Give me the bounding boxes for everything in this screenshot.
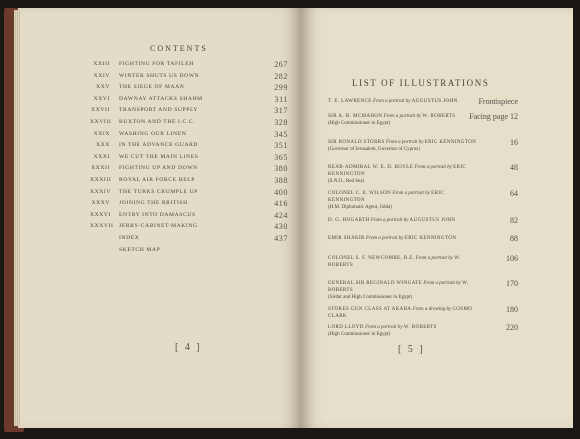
contents-entry xyxy=(90,96,288,108)
illustration-entry xyxy=(328,113,518,127)
right-page-number: [ 5 ] xyxy=(398,344,425,355)
chapter-title: FIGHTING FOR TAFILEH xyxy=(119,61,194,67)
chapter-page: 267 xyxy=(274,60,288,69)
chapter-page: 380 xyxy=(274,164,288,174)
illustration-artist: ERIC KENNINGTON xyxy=(404,236,457,241)
illustration-artist: ERIC KENNINGTON xyxy=(328,191,445,203)
illustration-credit: From a portrait by xyxy=(385,140,424,145)
illustration-credit: From a portrait by xyxy=(414,165,452,170)
illustration-subtitle: (H.M. Diplomatic Agent, Jidda) xyxy=(328,205,392,210)
illustration-page: Facing page 12 xyxy=(469,112,518,121)
chapter-page: 388 xyxy=(274,176,288,185)
illustration-subject: GENERAL SIR REGINALD WINGATE xyxy=(328,281,423,286)
illustration-artist: AUGUSTUS JOHN xyxy=(411,99,458,104)
page-stack-edge xyxy=(14,10,20,426)
chapter-title: SKETCH MAP xyxy=(119,246,161,253)
illustration-artist: W. ROBERTS xyxy=(422,114,456,119)
chapter-number: XXV xyxy=(96,84,110,91)
illustration-page: 106 xyxy=(506,254,518,263)
chapter-page: 365 xyxy=(274,152,288,162)
contents-entry xyxy=(90,154,288,166)
illustration-entry xyxy=(328,164,518,185)
contents-entry xyxy=(90,247,288,259)
illustration-credit: From a portrait by xyxy=(383,114,422,119)
chapter-title: INDEX xyxy=(119,235,140,241)
illustration-subtitle: (High Commissioner in Egypt) xyxy=(328,121,391,126)
chapter-title: THE SIEGE OF MAAN xyxy=(119,84,185,91)
chapter-number: XXXIV xyxy=(90,188,112,195)
illustration-page: 82 xyxy=(510,216,518,225)
chapter-title: WASHING OUR LINEN xyxy=(119,130,187,137)
chapter-title: ROYAL AIR FORCE HELP xyxy=(119,177,195,183)
illustration-entry xyxy=(328,190,518,211)
illustration-subject: STOKES GUN CLASS AT AKABA xyxy=(328,307,412,312)
chapter-page: 351 xyxy=(274,141,288,151)
chapter-number: XXXVI xyxy=(90,211,112,218)
contents-entry xyxy=(90,200,288,212)
illustration-subtitle: (Sirdar and High Commissioner in Egypt) xyxy=(328,295,413,300)
illustration-credit: From a portrait by xyxy=(365,325,403,330)
contents-entry xyxy=(90,165,288,177)
chapter-number: XXIX xyxy=(93,130,110,137)
illustration-subject: EMIR SHAKIR xyxy=(328,236,365,241)
illustration-page: 180 xyxy=(506,305,518,314)
contents-entry xyxy=(90,177,288,189)
chapter-title: FIGHTING UP AND DOWN xyxy=(119,165,198,172)
illustration-entry xyxy=(328,217,518,224)
contents-entry xyxy=(90,189,288,201)
chapter-number: XXXI xyxy=(93,153,110,160)
contents-entry xyxy=(90,142,288,154)
chapter-page: 328 xyxy=(274,118,288,127)
chapter-number: XXVIII xyxy=(90,119,112,125)
chapter-number: XXX xyxy=(96,142,110,149)
chapter-title: BUXTON AND THE I.C.C. xyxy=(119,119,196,125)
contents-entry xyxy=(90,73,288,85)
illustration-page: 16 xyxy=(510,138,518,147)
chapter-number: XXXIII xyxy=(90,177,112,183)
illustration-entry xyxy=(328,306,518,320)
illustration-credit: From a portrait by xyxy=(392,191,430,196)
illustration-subtitle: (S.N.O., Red Sea) xyxy=(328,179,365,184)
chapter-title: DAWNAY ATTACKS SHAHM xyxy=(119,95,203,102)
chapter-number: XXXII xyxy=(91,165,110,172)
contents-entry xyxy=(90,119,288,131)
illustration-subject: REAR-ADMIRAL W. E. D. BOYLE xyxy=(328,165,414,170)
illustration-artist: COSMO CLARK xyxy=(328,307,473,319)
illustration-artist: W. ROBERTS xyxy=(328,281,469,293)
illustrations-heading: LIST OF ILLUSTRATIONS xyxy=(352,78,490,88)
chapter-title: IN THE ADVANCE GUARD xyxy=(119,142,199,149)
illustration-entry xyxy=(328,98,518,105)
illustration-credit: From a portrait by xyxy=(370,218,409,223)
illustration-page: 220 xyxy=(506,323,518,332)
illustration-subject: COLONEL C. E. WILSON xyxy=(328,191,392,196)
illustration-entry xyxy=(328,280,518,301)
contents-entry xyxy=(90,107,288,119)
chapter-page: 317 xyxy=(274,106,288,116)
chapter-page: 282 xyxy=(274,71,288,81)
chapter-title: WINTER SHUTS US DOWN xyxy=(119,72,200,79)
contents-entry xyxy=(90,235,288,247)
chapter-number: XXVII xyxy=(91,107,110,114)
chapter-page: 437 xyxy=(274,234,288,243)
chapter-page: 311 xyxy=(274,94,288,104)
illustration-entry xyxy=(328,139,518,153)
illustration-page: Frontispiece xyxy=(478,97,518,106)
chapter-page: 299 xyxy=(274,83,288,93)
contents-entry xyxy=(90,61,288,73)
chapter-page: 430 xyxy=(274,222,288,232)
illustration-subject: SIR RONALD STORRS xyxy=(328,140,385,145)
illustration-page: 48 xyxy=(510,163,518,172)
illustration-subject: LORD LLOYD xyxy=(328,325,364,330)
chapter-title: ENTRY INTO DAMASCUS xyxy=(119,211,196,218)
illustration-artist: W. ROBERTS xyxy=(403,325,437,330)
contents-entry xyxy=(90,84,288,96)
chapter-title: TRANSPORT AND SUPPLY xyxy=(119,107,199,114)
illustration-artist: ERIC KENNINGTON xyxy=(328,165,467,177)
chapter-number: XXXVII xyxy=(90,223,114,230)
chapter-title: JERRY-CABINET-MAKING xyxy=(119,223,198,230)
illustration-page: 64 xyxy=(510,189,518,198)
chapter-page: 345 xyxy=(274,129,288,139)
illustration-subject: COLONEL S. F. NEWCOMBE, R.E. xyxy=(328,256,415,261)
illustration-artist: W. ROBERTS xyxy=(328,256,461,268)
chapter-page: 424 xyxy=(274,210,288,220)
illustration-credit: From a portrait by xyxy=(415,256,454,261)
illustration-credit: From a portrait by xyxy=(372,99,411,104)
illustration-entry xyxy=(328,255,518,269)
chapter-number: XXVI xyxy=(93,95,110,102)
illustration-subtitle: (Governor of Jerusalem, Governor of Cyprus) xyxy=(328,147,420,152)
contents-heading: CONTENTS xyxy=(150,44,208,53)
illustration-credit: From a drawing by xyxy=(412,307,452,312)
illustration-artist: AUGUSTUS JOHN xyxy=(409,218,456,223)
illustration-entry xyxy=(328,235,518,242)
illustration-credit: From a portrait by xyxy=(366,236,404,241)
illustration-subtitle: (High Commissioner in Egypt) xyxy=(328,332,391,337)
chapter-title: JOINING THE BRITISH xyxy=(119,200,188,207)
contents-entry xyxy=(90,223,288,235)
illustration-entry xyxy=(328,324,518,338)
illustration-subject: D. G. HOGARTH xyxy=(328,218,370,223)
illustration-subject: T. E. LAWRENCE xyxy=(328,99,372,104)
illustration-artist: ERIC KENNINGTON xyxy=(424,140,477,145)
chapter-page: 400 xyxy=(274,187,288,197)
chapter-title: WE CUT THE MAIN LINES xyxy=(119,153,199,160)
illustration-subject: SIR A. H. MCMAHON xyxy=(328,114,383,119)
chapter-title: THE TURKS CRUMPLE UP xyxy=(119,188,198,195)
left-page-number: [ 4 ] xyxy=(175,342,202,353)
illustration-page: 170 xyxy=(506,279,518,288)
illustration-credit: From a portrait by xyxy=(423,281,461,286)
chapter-number: XXIII xyxy=(93,61,110,67)
contents-entry xyxy=(90,131,288,143)
chapter-number: XXIV xyxy=(93,72,110,79)
illustration-page: 88 xyxy=(510,234,518,243)
contents-entry xyxy=(90,212,288,224)
chapter-number: XXXV xyxy=(91,200,110,207)
chapter-page: 416 xyxy=(274,199,288,209)
